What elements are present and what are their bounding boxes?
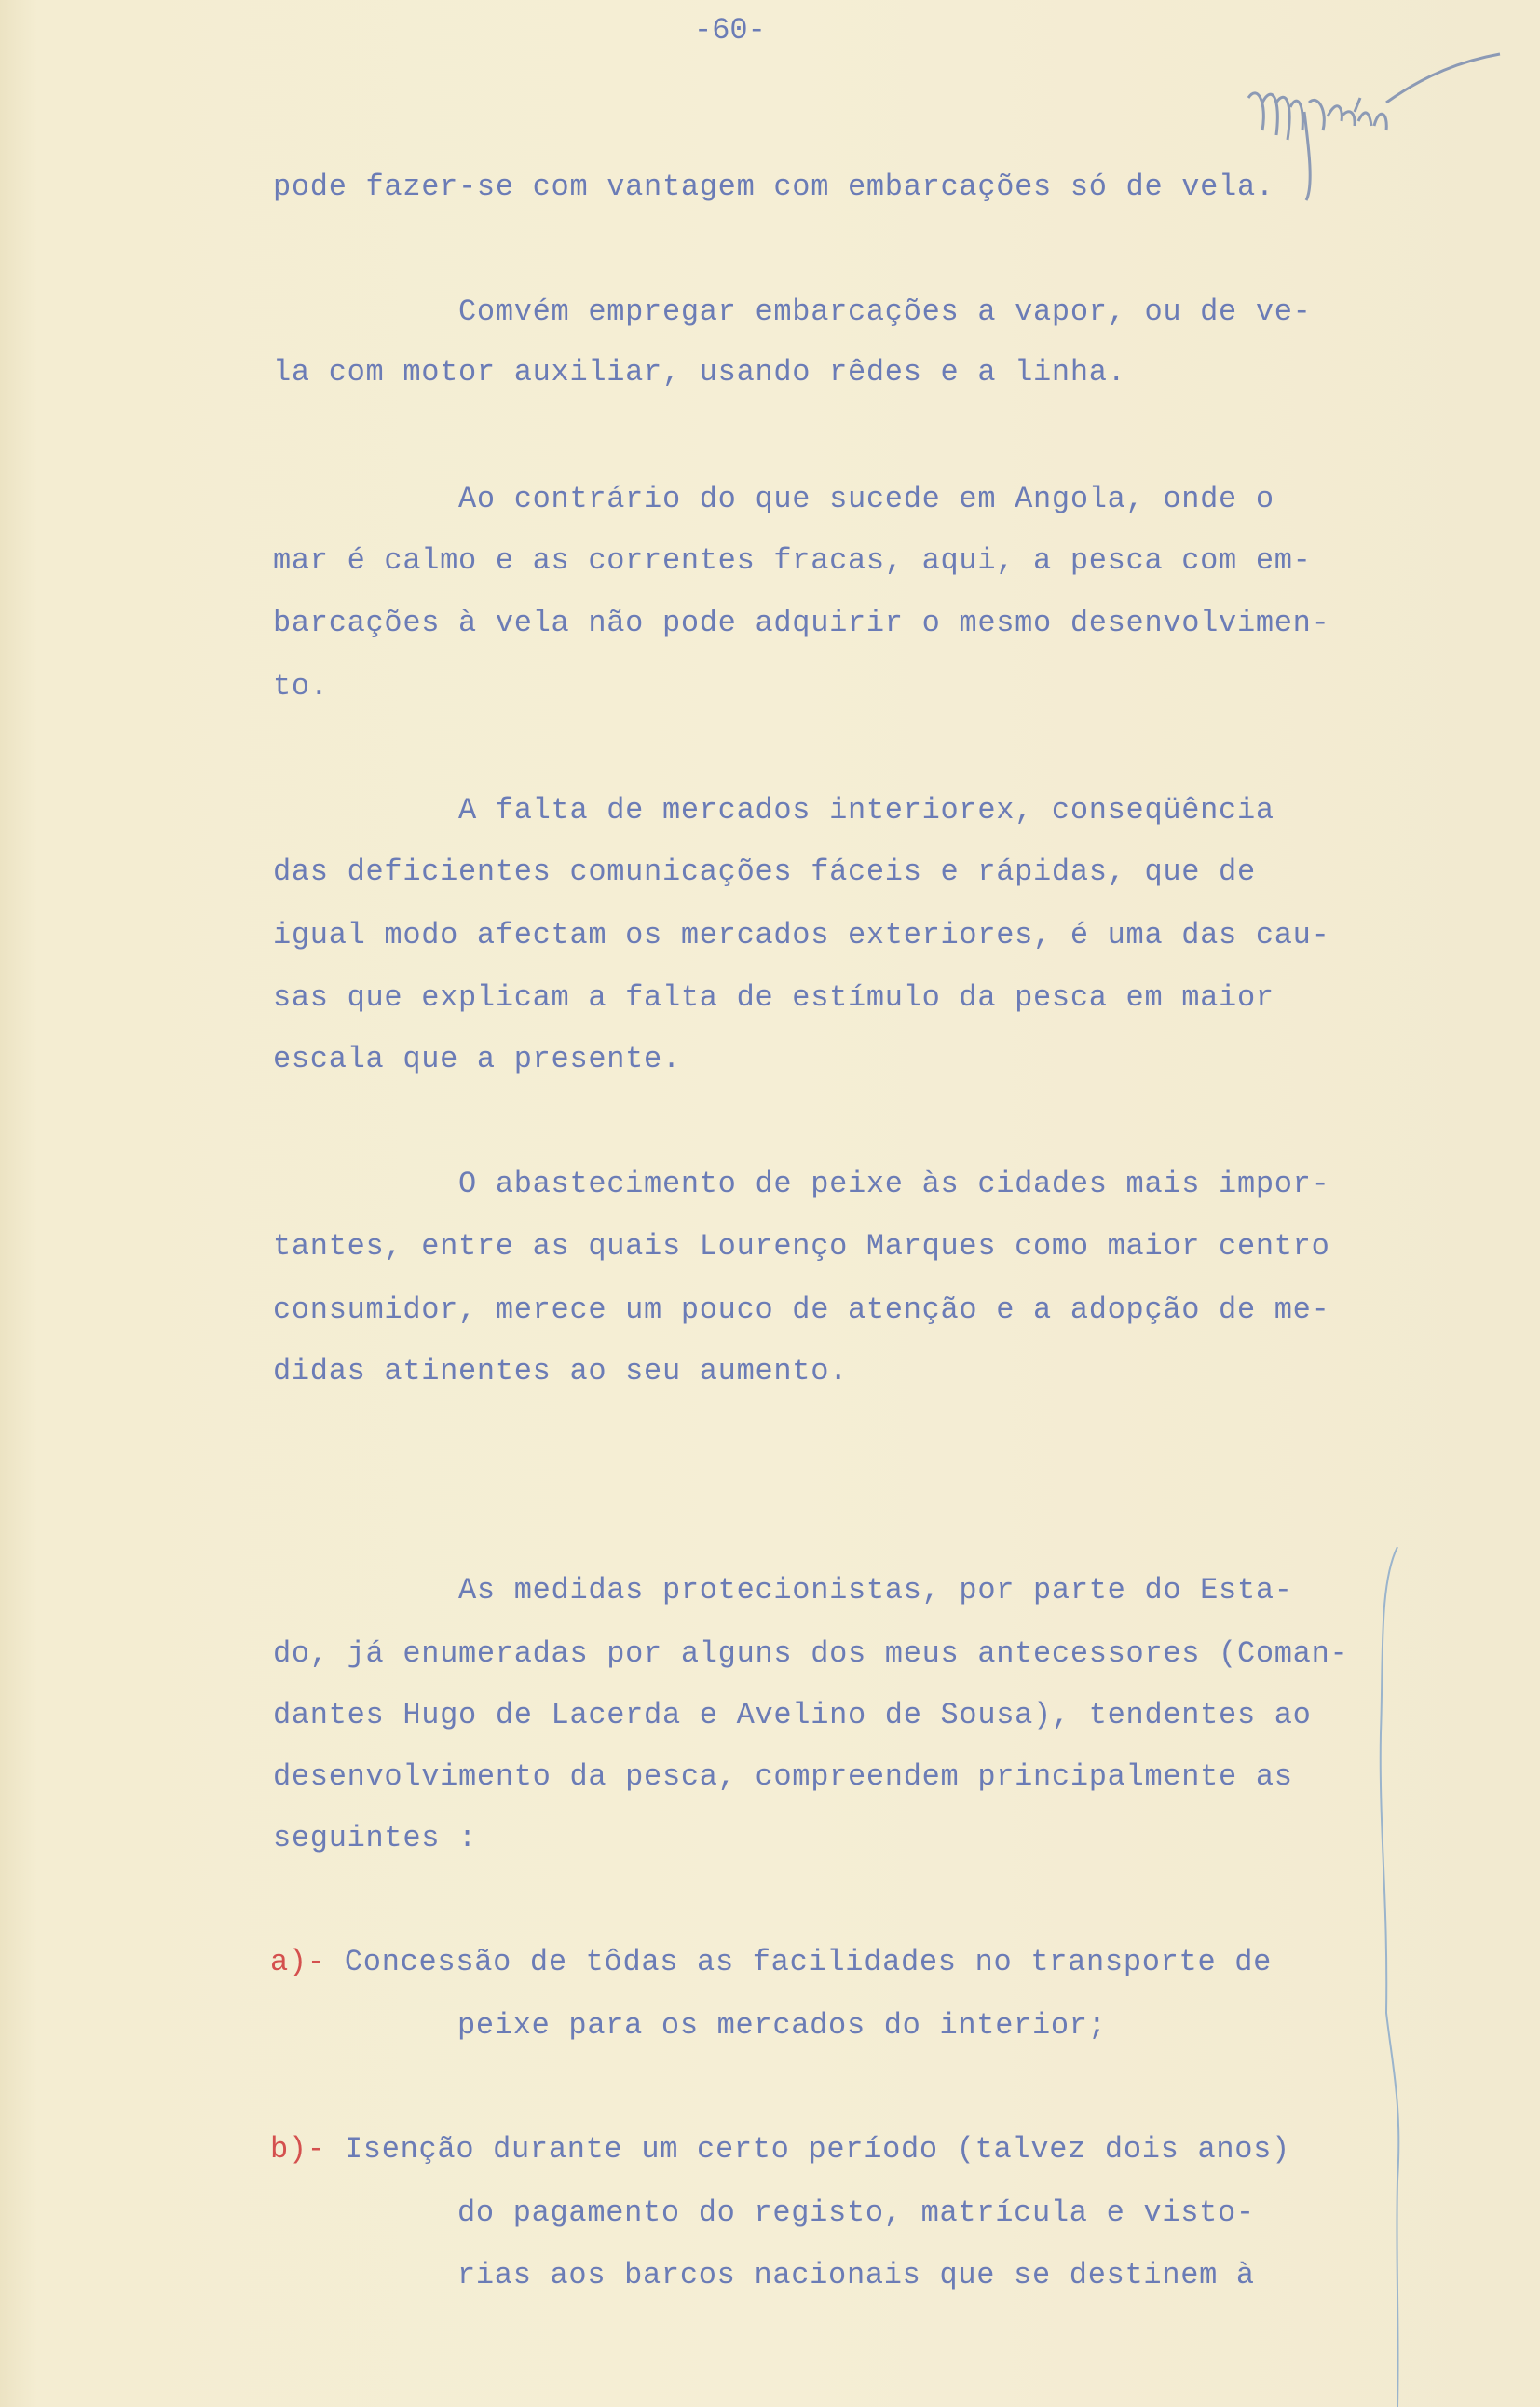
signature bbox=[1239, 47, 1509, 214]
text-line: das deficientes comunicações fáceis e rápidas, que de bbox=[273, 855, 1256, 889]
text-line: igual modo afectam os mercados exteriores, é uma das cau- bbox=[273, 918, 1330, 952]
text-line: O abastecimento de peixe às cidades mais impor- bbox=[273, 1167, 1330, 1201]
text-line: la com motor auxiliar, usando rêdes e a linha. bbox=[273, 355, 1126, 390]
text-line: Concessão de tôdas as facilidades no transporte de bbox=[326, 1945, 1273, 1979]
text-line: rias aos barcos nacionais que se destinem à bbox=[457, 2258, 1255, 2292]
margin-pencil-mark bbox=[1360, 1547, 1416, 2407]
text-line: do pagamento do registo, matrícula e visto- bbox=[457, 2195, 1255, 2230]
text-line: mar é calmo e as correntes fracas, aqui, a pesca com em- bbox=[273, 543, 1312, 578]
text-line: didas atinentes ao seu aumento. bbox=[273, 1354, 848, 1388]
text-line: desenvolvimento da pesca, compreendem principalmente as bbox=[273, 1759, 1293, 1794]
text-line: As medidas protecionistas, por parte do Esta- bbox=[273, 1573, 1293, 1607]
text-line: dantes Hugo de Lacerda e Avelino de Sousa), tendentes ao bbox=[273, 1698, 1312, 1732]
text-line: Comvém empregar embarcações a vapor, ou de ve- bbox=[273, 294, 1312, 329]
text-line: barcações à vela não pode adquirir o mesmo desenvolvimen- bbox=[273, 606, 1330, 640]
text-line: do, já enumeradas por alguns dos meus antecessores (Coman- bbox=[273, 1636, 1349, 1671]
text-line: sas que explicam a falta de estímulo da pesca em maior bbox=[273, 980, 1274, 1015]
text-line: Ao contrário do que sucede em Angola, onde o bbox=[273, 482, 1274, 516]
list-item-label: a)- bbox=[270, 1945, 326, 1979]
text-line: to. bbox=[273, 669, 329, 704]
text-line: consumidor, merece um pouco de atenção e a adopção de me- bbox=[273, 1292, 1330, 1327]
list-item-label: b)- bbox=[270, 2132, 326, 2167]
text-line: peixe para os mercados do interior; bbox=[457, 2008, 1107, 2043]
text-line: A falta de mercados interiorex, conseqüência bbox=[273, 793, 1274, 827]
text-line: escala que a presente. bbox=[273, 1042, 681, 1076]
text-line: Isenção durante um certo período (talvez dois anos) bbox=[326, 2132, 1290, 2167]
text-line: seguintes : bbox=[273, 1821, 477, 1855]
page-number: -60- bbox=[694, 13, 766, 48]
text-line: tantes, entre as quais Lourenço Marques como maior centro bbox=[273, 1229, 1330, 1264]
text-line: pode fazer-se com vantagem com embarcações só de vela. bbox=[273, 170, 1274, 204]
